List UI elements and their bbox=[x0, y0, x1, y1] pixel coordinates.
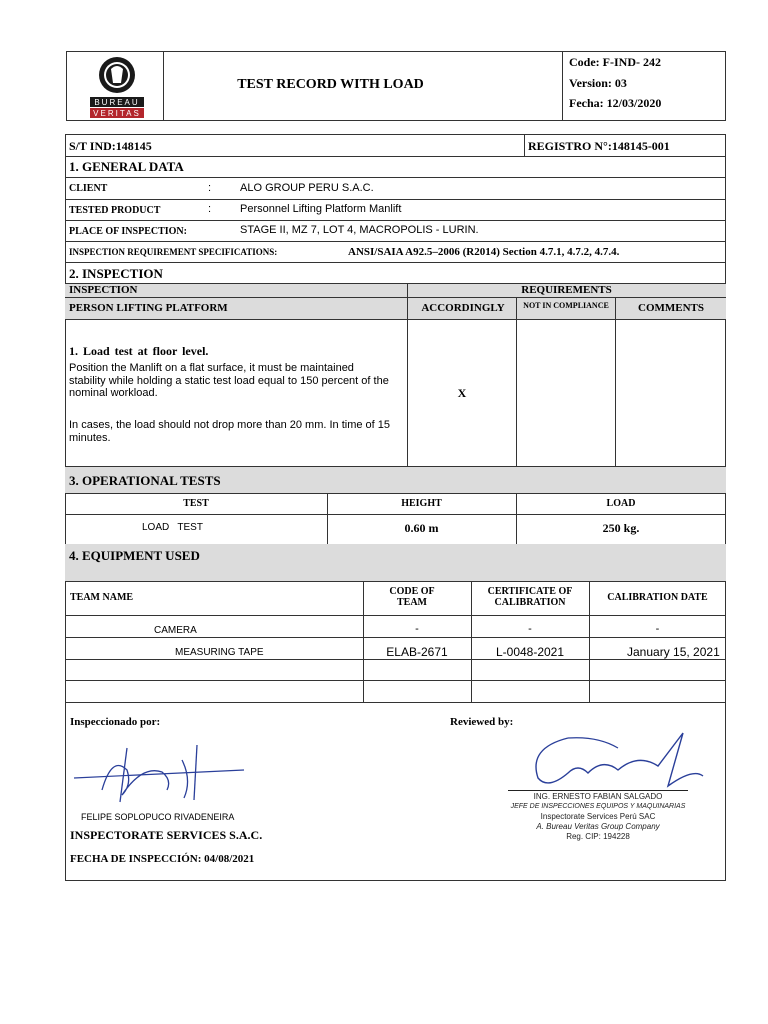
op-test-value: LOAD TEST bbox=[142, 522, 203, 533]
op-load-value: 250 kg. bbox=[602, 521, 640, 535]
place-label: PLACE OF INSPECTION: bbox=[69, 226, 187, 237]
reviewer-stamp bbox=[508, 790, 688, 842]
eq-row1-cert: - bbox=[528, 623, 532, 635]
general-data-heading: 1. GENERAL DATA bbox=[69, 159, 184, 174]
op-header-height: HEIGHT bbox=[401, 498, 442, 509]
eq-row1-date: - bbox=[655, 623, 660, 635]
eq-row1-code: - bbox=[415, 623, 419, 635]
svg-text:BUREAU: BUREAU bbox=[94, 98, 140, 107]
client-value: ALO GROUP PERU S.A.C. bbox=[240, 182, 374, 194]
inspection-date: FECHA DE INSPECCIÓN: 04/08/2021 bbox=[70, 853, 255, 865]
load-test-title: 1. Load test at floor level. bbox=[69, 344, 209, 358]
reviewed-by-label: Reviewed by: bbox=[450, 716, 514, 728]
op-header-load: LOAD bbox=[606, 498, 636, 509]
inspected-by-label: Inspeccionado por: bbox=[70, 716, 161, 728]
load-test-text1: Position the Manlift on a flat surface, it must be maintained stability while holding a static test load equal to 150 percent of the nominal workload. bbox=[69, 362, 389, 399]
company-name: INSPECTORATE SERVICES S.A.C. bbox=[70, 828, 263, 842]
tested-product-sep: : bbox=[208, 203, 212, 215]
reviewer-signature bbox=[508, 728, 718, 798]
spec-value: ANSI/SAIA A92.5–2006 (R2014) Section 4.7.1, 4.7.2, 4.7.4. bbox=[348, 246, 620, 258]
col-not-in-compliance: NOT IN COMPLIANCE bbox=[523, 301, 609, 310]
operational-heading: 3. OPERATIONAL TESTS bbox=[69, 473, 221, 488]
op-height-value: 0.60 m bbox=[404, 521, 439, 535]
svg-text:VERITAS: VERITAS bbox=[93, 109, 141, 118]
registro-number: REGISTRO N°:148145-001 bbox=[528, 139, 670, 153]
col-inspection: INSPECTION bbox=[69, 284, 138, 296]
equipment-heading: 4. EQUIPMENT USED bbox=[69, 548, 200, 563]
col-person-lifting: PERSON LIFTING PLATFORM bbox=[69, 302, 228, 314]
stamp-line-5: Reg. CIP: 194228 bbox=[566, 832, 630, 841]
st-number: S/T IND:148145 bbox=[69, 139, 152, 153]
stamp-line-3: Inspectorate Services Perú SAC bbox=[540, 812, 656, 821]
place-value: STAGE II, MZ 7, LOT 4, MACROPOLIS - LURIN. bbox=[240, 224, 479, 236]
doc-date: Fecha: 12/03/2020 bbox=[569, 96, 662, 110]
eq-header-code: CODE OF TEAM bbox=[389, 586, 435, 608]
bureau-veritas-logo bbox=[90, 53, 144, 119]
accordingly-mark: X bbox=[457, 386, 467, 400]
stamp-line-4: A. Bureau Veritas Group Company bbox=[536, 822, 660, 831]
doc-code: Code: F-IND- 242 bbox=[569, 55, 661, 69]
op-header-test: TEST bbox=[183, 498, 209, 509]
eq-header-certificate: CERTIFICATE OF CALIBRATION bbox=[487, 586, 573, 608]
load-test-text2: In cases, the load should not drop more than 20 mm. In time of 15 minutes. bbox=[69, 419, 391, 444]
eq-row2-date: January 15, 2021 bbox=[627, 645, 720, 659]
eq-row2-code: ELAB-2671 bbox=[386, 645, 448, 659]
inspection-heading: 2. INSPECTION bbox=[69, 266, 163, 281]
client-sep: : bbox=[208, 182, 212, 194]
doc-version: Version: 03 bbox=[569, 76, 627, 90]
spec-label: INSPECTION REQUIREMENT SPECIFICATIONS: bbox=[69, 247, 278, 257]
tested-product-label: TESTED PRODUCT bbox=[69, 205, 161, 216]
col-accordingly: ACCORDINGLY bbox=[421, 302, 505, 314]
tested-product-value: Personnel Lifting Platform Manlift bbox=[240, 203, 402, 215]
inspector-name: FELIPE SOPLOPUCO RIVADENEIRA bbox=[81, 812, 235, 822]
eq-row2-cert: L-0048-2021 bbox=[495, 645, 565, 659]
stamp-line-2: JEFE DE INSPECCIONES EQUIPOS Y MAQUINARIAS bbox=[510, 803, 686, 810]
client-label: CLIENT bbox=[69, 183, 108, 194]
inspector-signature bbox=[72, 740, 250, 808]
document-title: TEST RECORD WITH LOAD bbox=[237, 77, 424, 92]
col-comments: COMMENTS bbox=[638, 302, 704, 314]
eq-row1-name: CAMERA bbox=[154, 625, 197, 636]
eq-row2-name: MEASURING TAPE bbox=[175, 647, 264, 658]
stamp-line-1: ING. ERNESTO FABIAN SALGADO bbox=[508, 790, 688, 802]
col-requirements: REQUIREMENTS bbox=[521, 284, 612, 296]
eq-header-calibration-date: CALIBRATION DATE bbox=[607, 592, 708, 603]
eq-header-team-name: TEAM NAME bbox=[70, 592, 134, 603]
